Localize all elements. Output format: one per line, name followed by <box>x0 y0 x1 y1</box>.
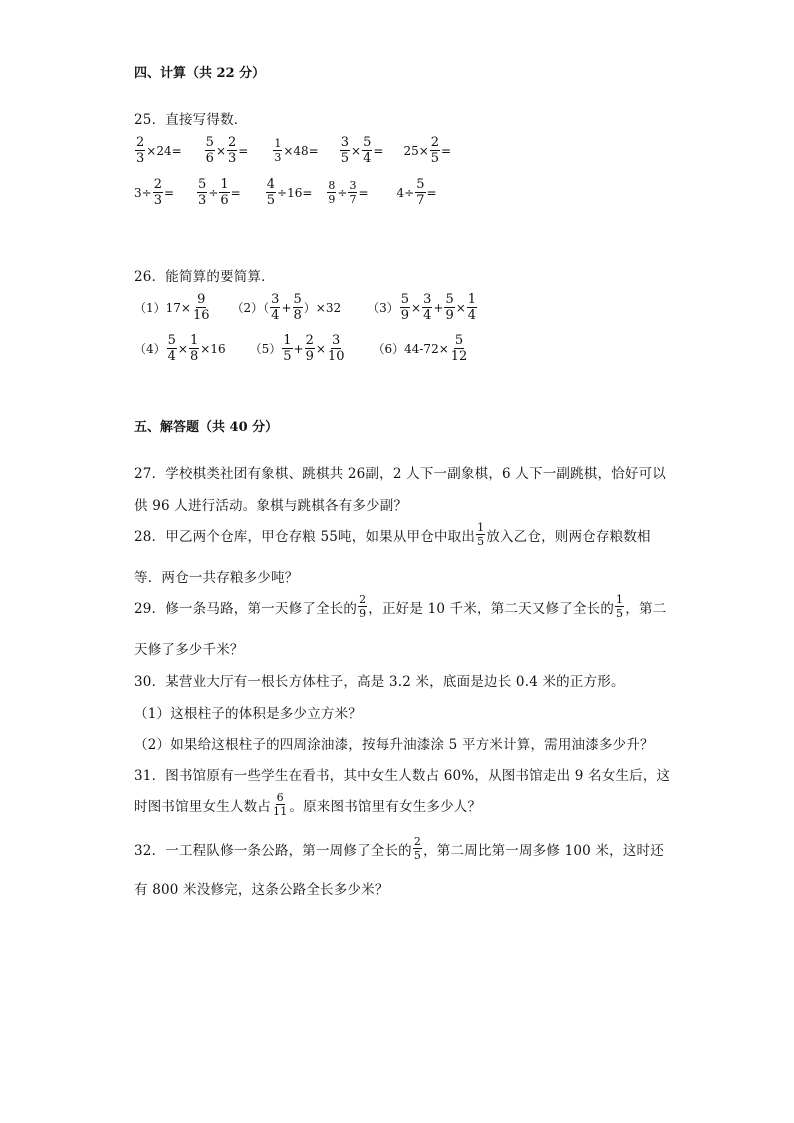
q29-fraction-1: $\frac{2}{9}$ <box>359 593 367 620</box>
q26-p2: （2）（ $\frac{3}{4}$ + $\frac{5}{8}$ ）×32 <box>231 292 342 323</box>
q32-line2: 有 800 米没修完，这条公路全长多少米？ <box>134 882 389 898</box>
q25-r2-a: 3÷ $\frac{2}{3}$ = <box>134 177 175 208</box>
q28-line2: 等．两仓一共存粮多少吨？ <box>134 570 299 586</box>
q26-p3: （3） $\frac{5}{9}$ × $\frac{3}{4}$ + $\frac{5}{9}$ × $\frac{1}{4}$ <box>367 292 477 323</box>
q32-fraction: $\frac{2}{5}$ <box>413 835 422 862</box>
q26-p6: （6）44-72× $\frac{5}{12}$ <box>372 333 468 364</box>
q31-line1: 31．图书馆原有一些学生在看书，其中女生人数占 60%，从图书馆走出 9 名女生后，这 <box>134 768 671 784</box>
q25-row1 <box>134 136 451 165</box>
q25-label: 25．直接写得数． <box>134 112 248 128</box>
q31-fraction: $\frac{6}{11}$ <box>273 791 288 818</box>
q26-row2 <box>134 334 469 363</box>
section-title-calc: 四、计算（共 22 分） <box>134 66 266 81</box>
q25-r1-b: $\frac{5}{6}$ × $\frac{2}{3}$ = <box>205 135 249 166</box>
q25-r2-e: 4÷ $\frac{5}{7}$ = <box>396 177 437 208</box>
section-title-word-problems: 五、解答题（共 40 分） <box>134 420 279 435</box>
q25-r1-d: $\frac{3}{5}$ × $\frac{5}{4}$ = <box>340 135 384 166</box>
q32-line1: 32．一工程队修一条公路，第一周修了全长的 $\frac{2}{5}$ ，第二周比第一周多修 100 米，这时还 <box>134 835 664 862</box>
q26-row1 <box>134 293 478 322</box>
q26-p5: （5） $\frac{1}{5}$ + $\frac{2}{9}$ × $\frac{3}{10}$ <box>249 333 345 364</box>
q28-line1: 28．甲乙两个仓库，甲仓存粮 55吨，如果从甲仓中取出 $\frac{1}{5}$ 放入乙仓，则两仓存粮数相 <box>134 521 651 548</box>
q25-row2 <box>134 178 437 207</box>
q25-r1-a: $\frac{2}{3}$ ×24= <box>136 135 182 166</box>
q31-line2: 时图书馆里女生人数占 $\frac{6}{11}$ 。原来图书馆里有女生多少人？ <box>134 791 482 818</box>
q30-sub1: （1）这根柱子的体积是多少立方米？ <box>134 706 362 722</box>
q28-fraction: $\frac{1}{5}$ <box>477 521 485 548</box>
q26-label: 26．能简算的要简算． <box>134 269 275 285</box>
q26-p4: （4） $\frac{5}{4}$ × $\frac{1}{8}$ ×16 <box>134 333 226 364</box>
q25-r2-d: $\frac{8}{9}$ ÷ $\frac{3}{7}$ = <box>328 179 369 206</box>
q30-line1: 30．某营业大厅有一根长方体柱子，高是 3.2 米，底面是边长 0.4 米的正方形。 <box>134 674 625 690</box>
q29-fraction-2: $\frac{1}{5}$ <box>616 593 624 620</box>
q25-r2-b: $\frac{5}{3}$ ÷ $\frac{1}{6}$ = <box>198 177 241 208</box>
q25-r1-e: 25× $\frac{2}{5}$ = <box>403 135 452 166</box>
q27-line2: 供 96 人进行活动。象棋与跳棋各有多少副？ <box>134 498 408 514</box>
q25-r1-c: $\frac{1}{3}$ ×48= <box>274 137 319 164</box>
q29-line2: 天修了多少千米？ <box>134 642 244 658</box>
q25-r2-c: $\frac{4}{5}$ ÷16= <box>266 177 313 208</box>
q26-p1: （1）17× $\frac{9}{16}$ <box>134 292 210 323</box>
q30-sub2: （2）如果给这根柱子的四周涂油漆，按每升油漆涂 5 平方米计算，需用油漆多少升？ <box>134 737 654 753</box>
q29-line1: 29．修一条马路，第一天修了全长的 $\frac{2}{9}$ ，正好是 10 千米，第二天又修了全长的 $\frac{1}{5}$ ，第二 <box>134 593 667 620</box>
q27-line1: 27．学校棋类社团有象棋、跳棋共 26副，2 人下一副象棋，6 人下一副跳棋，恰好可以 <box>134 466 667 482</box>
